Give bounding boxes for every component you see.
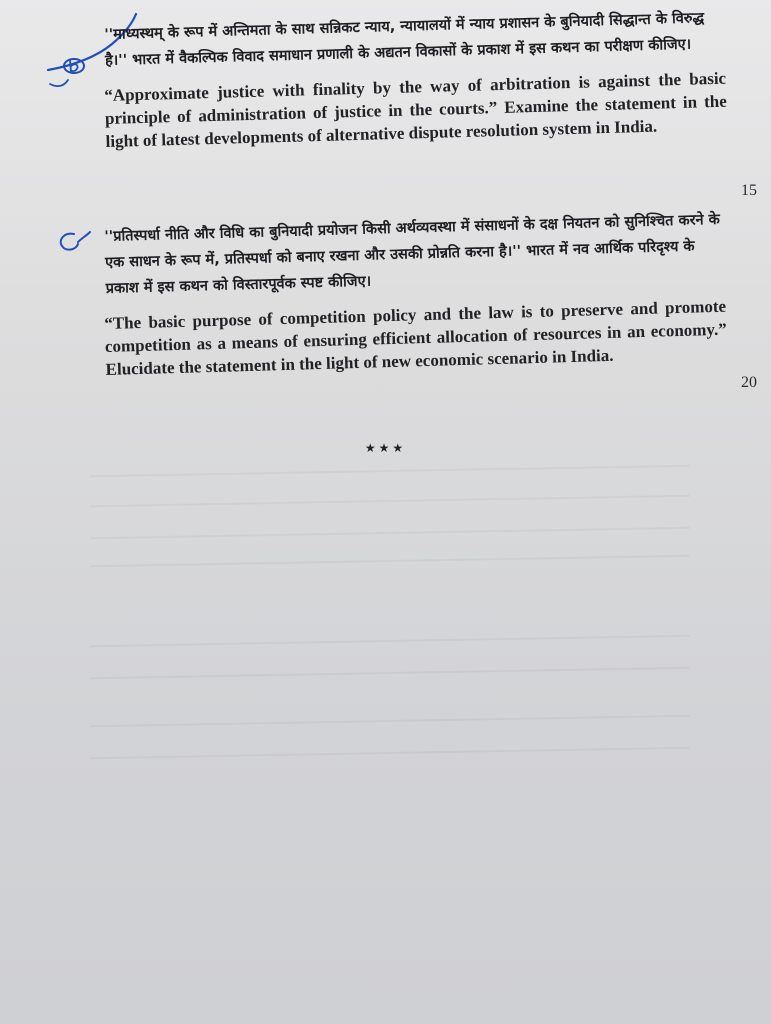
question-b-english-text: “Approximate justice with finality by the way of arbitration is against the basic principle of administration of justice in the courts.” Examine the statement in the light of latest developments of alternative dispute resolution system in India. — [104, 68, 727, 151]
bleed-through-line — [90, 465, 690, 477]
end-of-paper-stars: ★★★ — [364, 441, 407, 455]
bleed-through-line — [90, 747, 690, 759]
bleed-through-line — [90, 715, 690, 727]
handwritten-c-mark — [54, 228, 94, 254]
question-c — [104, 211, 727, 381]
bleed-through-line — [90, 495, 690, 507]
question-b-hindi-text: ''माध्यस्थम् के रूप में अन्तिमता के साथ सन्निकट न्याय, न्यायालयों में न्याय प्रशासन के बुनियादी सिद्धान्त के विरुद्ध है।'' भारत में वैकल्पिक विवाद समाधान प्रणाली के अद्यतन विकासों के प्रकाश में इस कथन का परीक्षण कीजिए। — [104, 10, 705, 69]
question-b — [104, 10, 727, 153]
bleed-through-line — [90, 635, 690, 647]
bleed-through-line — [90, 667, 690, 679]
question-c-english-text: “The basic purpose of competition policy and the law is to preserve and promote competition as a means of ensuring efficient allocation of resources in an economy.” Elucidate the statement in the light of new economic scenario in India. — [104, 296, 727, 379]
question-c-hindi-text: ''प्रतिस्पर्धा नीति और विधि का बुनियादी प्रयोजन किसी अर्थव्यवस्था में संसाधनों के दक्ष नियतन को सुनिश्चित करने के एक साधन के रूप में, प्रतिस्पर्धा को बनाए रखना और उसकी प्रोन्नति करना है।'' भारत में नव आर्थिक परिदृश्य के प्रकाश में इस कथन को विस्तारपूर्वक स्पष्ट कीजिए। — [104, 211, 721, 297]
bleed-through-line — [90, 527, 690, 539]
question-b-marks: 15 — [741, 182, 757, 199]
question-c-marks: 20 — [741, 374, 757, 391]
bleed-through-line — [90, 555, 690, 567]
